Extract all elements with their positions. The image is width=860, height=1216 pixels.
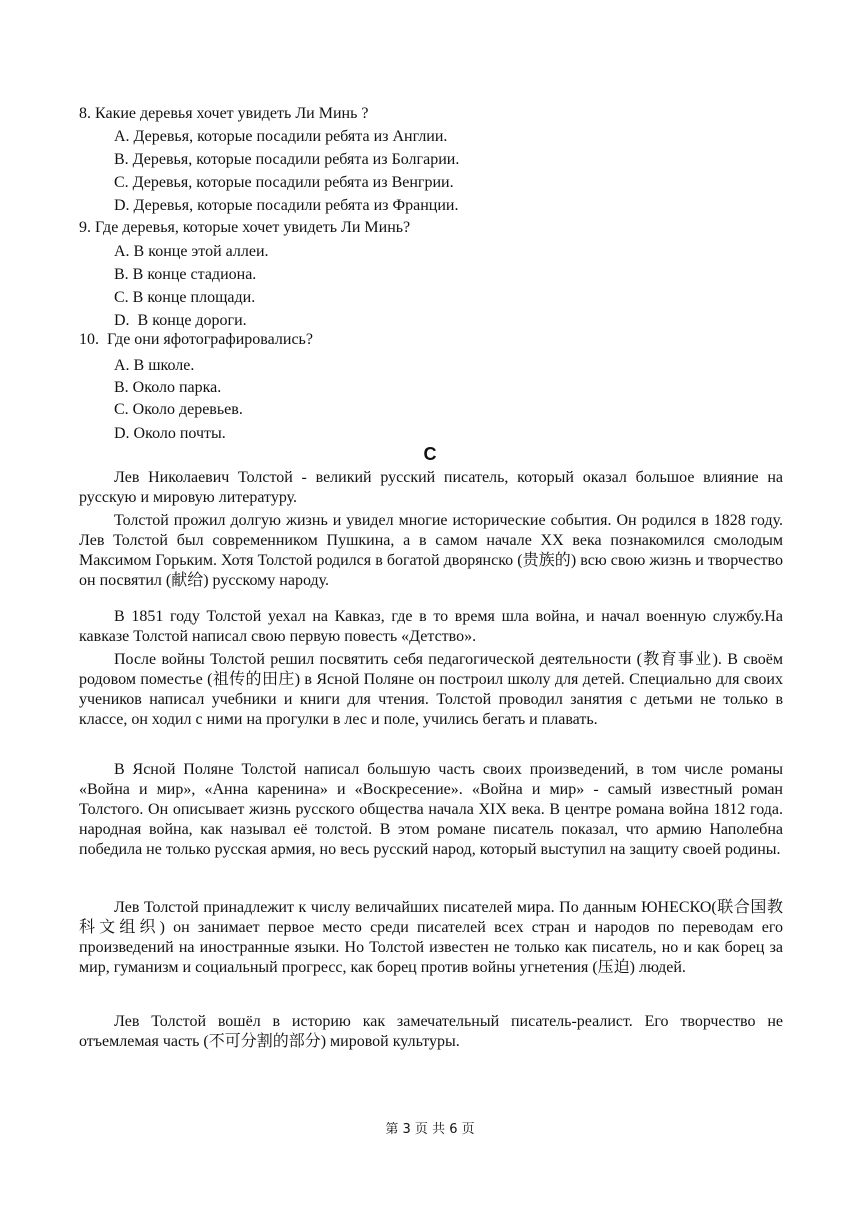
question-9: 9. Где деревья, которые хочет увидеть Ли Минь? [79, 219, 411, 236]
question-10: 10. Где они яфотографировались? [79, 331, 313, 348]
question-9-option-b: B. В конце стадиона. [114, 266, 257, 283]
question-8-option-d: D. Деревья, которые посадили ребята из Франции. [114, 197, 459, 214]
paragraph-1: Лев Николаевич Толстой - великий русский писатель, который оказал большое влияние на русскую и мировую литературу. [79, 469, 783, 506]
question-8-option-a: A. Деревья, которые посадили ребята из Англии. [114, 128, 448, 145]
question-10-option-c: C. Около деревьев. [114, 401, 243, 418]
question-8: 8. Какие деревья хочет увидеть Ли Минь ? [79, 105, 369, 122]
paragraph-2: Толстой прожил долгую жизнь и увидел многие исторические события. Он родился в 1828 году. Лев Толстой был современником Пушкина, а в самом начале XX века познакомился смолодым Максимом Горьким. Хотя Толстой родился в богатой дворянско (贵族的) всю свою жизнь и творчество он посвятил (献给) русскому народу. [79, 512, 783, 589]
page-footer: 第 3 页 共 6 页 [385, 1122, 475, 1137]
paragraph-6: Лев Толстой принадлежит к числу величайших писателей мира. По данным ЮНЕСКО(联合国教科文组织) он занимает первое место среди писателей всех стран и народов по переводам его произведений на иностранные языки. Но Толстой известен не только как писатель, но и как борец за мир, гуманизм и социальный прогресс, как борец против войны угнетения (压迫) людей. [79, 899, 783, 976]
question-9-option-c: C. В конце площади. [114, 289, 256, 306]
paragraph-3: В 1851 году Толстой уехал на Кавказ, где в то время шла война, и начал военную службу.На кавказе Толстой написал свою первую повесть «Детство». [79, 608, 783, 645]
question-10-option-b: B. Около парка. [114, 379, 222, 396]
question-8-option-b: B. Деревья, которые посадили ребята из Болгарии. [114, 151, 460, 168]
question-10-option-d: D. Около почты. [114, 425, 226, 442]
question-9-option-d: D. В конце дороги. [114, 312, 247, 329]
question-9-option-a: A. В конце этой аллеи. [114, 243, 269, 260]
question-10-option-a: A. В школе. [114, 357, 195, 374]
question-8-option-c: C. Деревья, которые посадили ребята из Венгрии. [114, 174, 454, 191]
paragraph-5: В Ясной Поляне Толстой написал большую часть своих произведений, в том числе романы «Война и мир», «Анна каренина» и «Воскресение». «Война и мир» - самый известный роман Толстого. Он описывает жизнь русского общества начала XIX века. В центре романа война 1812 года. народная война, как называл её толстой. В этом романе писатель показал, что армию Наполебна победила не только русская армия, но весь русский народ, который выступил на защиту своей родины. [79, 761, 783, 858]
section-title: C [423, 444, 437, 464]
paragraph-4: После войны Толстой решил посвятить себя педагогической деятельности (教育事业). В своём родовом поместье (祖传的田庄) в Ясной Поляне он построил школу для детей. Специально для своих учеников написал учебники и книги для чтения. Толстой проводил занятия с детьми не только в классе, он ходил с ними на прогулки в лес и поле, учились бегать и плавать. [79, 651, 783, 728]
paragraph-7: Лев Толстой вошёл в историю как замечательный писатель-реалист. Его творчество не отъемлемая часть (不可分割的部分) мировой культуры. [79, 1013, 783, 1050]
